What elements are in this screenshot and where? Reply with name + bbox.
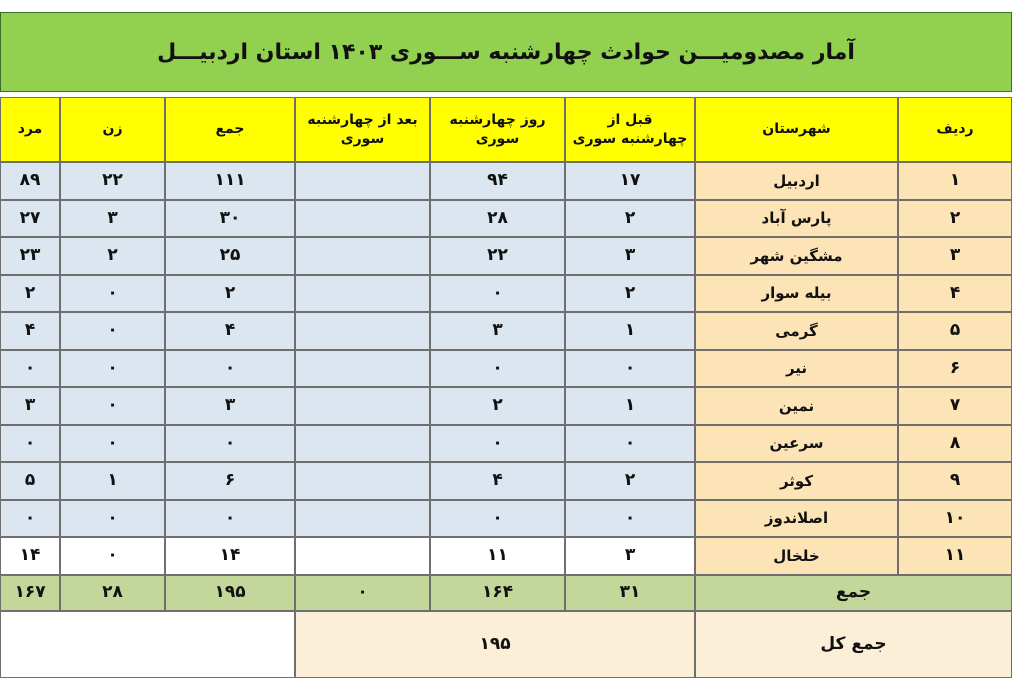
sum-cell-female: ۲۸ — [60, 575, 165, 611]
data-cell-radif: ۴ — [898, 275, 1012, 313]
data-cell-male: ۲ — [0, 275, 60, 313]
data-cell-total: ۱۴ — [165, 537, 295, 575]
data-cell-before: ۲ — [565, 275, 695, 313]
data-cell-total: ۱۱۱ — [165, 162, 295, 200]
grand-total-label: جمع کل — [695, 611, 1012, 679]
data-cell-male: ۸۹ — [0, 162, 60, 200]
data-cell-female: ۱ — [60, 462, 165, 500]
data-cell-total: ۴ — [165, 312, 295, 350]
sum-cell-before: ۳۱ — [565, 575, 695, 611]
data-cell-female: ۲۲ — [60, 162, 165, 200]
data-cell-radif: ۲ — [898, 200, 1012, 238]
data-cell-after — [295, 500, 430, 538]
data-cell-total: ۳ — [165, 387, 295, 425]
data-cell-before: ۰ — [565, 500, 695, 538]
data-cell-after — [295, 312, 430, 350]
data-cell-female: ۰ — [60, 350, 165, 388]
city-cell: خلخال — [695, 537, 898, 575]
data-cell-after — [295, 275, 430, 313]
data-cell-day: ۲۸ — [430, 200, 565, 238]
city-cell: کوثر — [695, 462, 898, 500]
data-cell-before: ۳ — [565, 537, 695, 575]
header-radif: ردیف — [898, 97, 1012, 162]
data-cell-male: ۵ — [0, 462, 60, 500]
header-total: جمع — [165, 97, 295, 162]
data-cell-before: ۲ — [565, 200, 695, 238]
header-before: قبل از چهارشنبه سوری — [565, 97, 695, 162]
city-cell: سرعین — [695, 425, 898, 463]
data-cell-day: ۱۱ — [430, 537, 565, 575]
data-cell-total: ۰ — [165, 350, 295, 388]
data-cell-after — [295, 387, 430, 425]
city-cell: نیر — [695, 350, 898, 388]
data-cell-radif: ۵ — [898, 312, 1012, 350]
sum-cell-day: ۱۶۴ — [430, 575, 565, 611]
header-female: زن — [60, 97, 165, 162]
data-cell-total: ۶ — [165, 462, 295, 500]
data-cell-after — [295, 200, 430, 238]
grand-total-blank — [0, 611, 295, 679]
data-cell-day: ۰ — [430, 350, 565, 388]
data-cell-male: ۴ — [0, 312, 60, 350]
data-cell-after — [295, 350, 430, 388]
data-cell-before: ۱ — [565, 312, 695, 350]
data-cell-day: ۲۲ — [430, 237, 565, 275]
data-cell-male: ۱۴ — [0, 537, 60, 575]
data-cell-total: ۲۵ — [165, 237, 295, 275]
data-cell-day: ۰ — [430, 425, 565, 463]
city-cell: بیله سوار — [695, 275, 898, 313]
header-city: شهرستان — [695, 97, 898, 162]
data-cell-before: ۳ — [565, 237, 695, 275]
data-cell-total: ۳۰ — [165, 200, 295, 238]
data-cell-day: ۰ — [430, 275, 565, 313]
data-cell-radif: ۶ — [898, 350, 1012, 388]
data-cell-radif: ۳ — [898, 237, 1012, 275]
table-title: آمار مصدومیـــن حوادث چهارشنبه ســـوری ۱۴۰۳ استان اردبیـــل — [0, 12, 1012, 92]
city-cell: نمین — [695, 387, 898, 425]
data-cell-female: ۰ — [60, 537, 165, 575]
city-cell: اردبیل — [695, 162, 898, 200]
data-cell-day: ۰ — [430, 500, 565, 538]
data-cell-before: ۱ — [565, 387, 695, 425]
sum-cell-male: ۱۶۷ — [0, 575, 60, 611]
header-after: بعد از چهارشنبه سوری — [295, 97, 430, 162]
data-cell-before: ۰ — [565, 350, 695, 388]
data-cell-female: ۰ — [60, 425, 165, 463]
data-cell-day: ۲ — [430, 387, 565, 425]
data-cell-after — [295, 425, 430, 463]
data-cell-before: ۲ — [565, 462, 695, 500]
header-day: روز چهارشنبه سوری — [430, 97, 565, 162]
data-cell-day: ۳ — [430, 312, 565, 350]
data-cell-before: ۰ — [565, 425, 695, 463]
data-cell-total: ۰ — [165, 425, 295, 463]
data-cell-male: ۰ — [0, 425, 60, 463]
data-cell-female: ۲ — [60, 237, 165, 275]
data-cell-after — [295, 162, 430, 200]
data-cell-total: ۰ — [165, 500, 295, 538]
data-cell-male: ۰ — [0, 350, 60, 388]
data-cell-male: ۰ — [0, 500, 60, 538]
data-cell-female: ۳ — [60, 200, 165, 238]
data-cell-after — [295, 237, 430, 275]
grand-total-value: ۱۹۵ — [295, 611, 695, 679]
data-cell-radif: ۹ — [898, 462, 1012, 500]
data-cell-after — [295, 462, 430, 500]
data-cell-male: ۲۳ — [0, 237, 60, 275]
data-cell-after — [295, 537, 430, 575]
data-cell-radif: ۱۱ — [898, 537, 1012, 575]
data-cell-female: ۰ — [60, 500, 165, 538]
data-cell-female: ۰ — [60, 275, 165, 313]
data-cell-radif: ۱۰ — [898, 500, 1012, 538]
data-cell-male: ۳ — [0, 387, 60, 425]
data-cell-male: ۲۷ — [0, 200, 60, 238]
header-male: مرد — [0, 97, 60, 162]
city-cell: مشگین شهر — [695, 237, 898, 275]
data-cell-total: ۲ — [165, 275, 295, 313]
city-cell: پارس آباد — [695, 200, 898, 238]
data-cell-radif: ۷ — [898, 387, 1012, 425]
data-cell-female: ۰ — [60, 312, 165, 350]
data-cell-day: ۴ — [430, 462, 565, 500]
data-cell-female: ۰ — [60, 387, 165, 425]
data-cell-before: ۱۷ — [565, 162, 695, 200]
sum-cell-total: ۱۹۵ — [165, 575, 295, 611]
sum-label: جمع — [695, 575, 1012, 611]
data-cell-radif: ۱ — [898, 162, 1012, 200]
sum-cell-after: ۰ — [295, 575, 430, 611]
city-cell: اصلاندوز — [695, 500, 898, 538]
city-cell: گرمی — [695, 312, 898, 350]
data-cell-day: ۹۴ — [430, 162, 565, 200]
data-cell-radif: ۸ — [898, 425, 1012, 463]
